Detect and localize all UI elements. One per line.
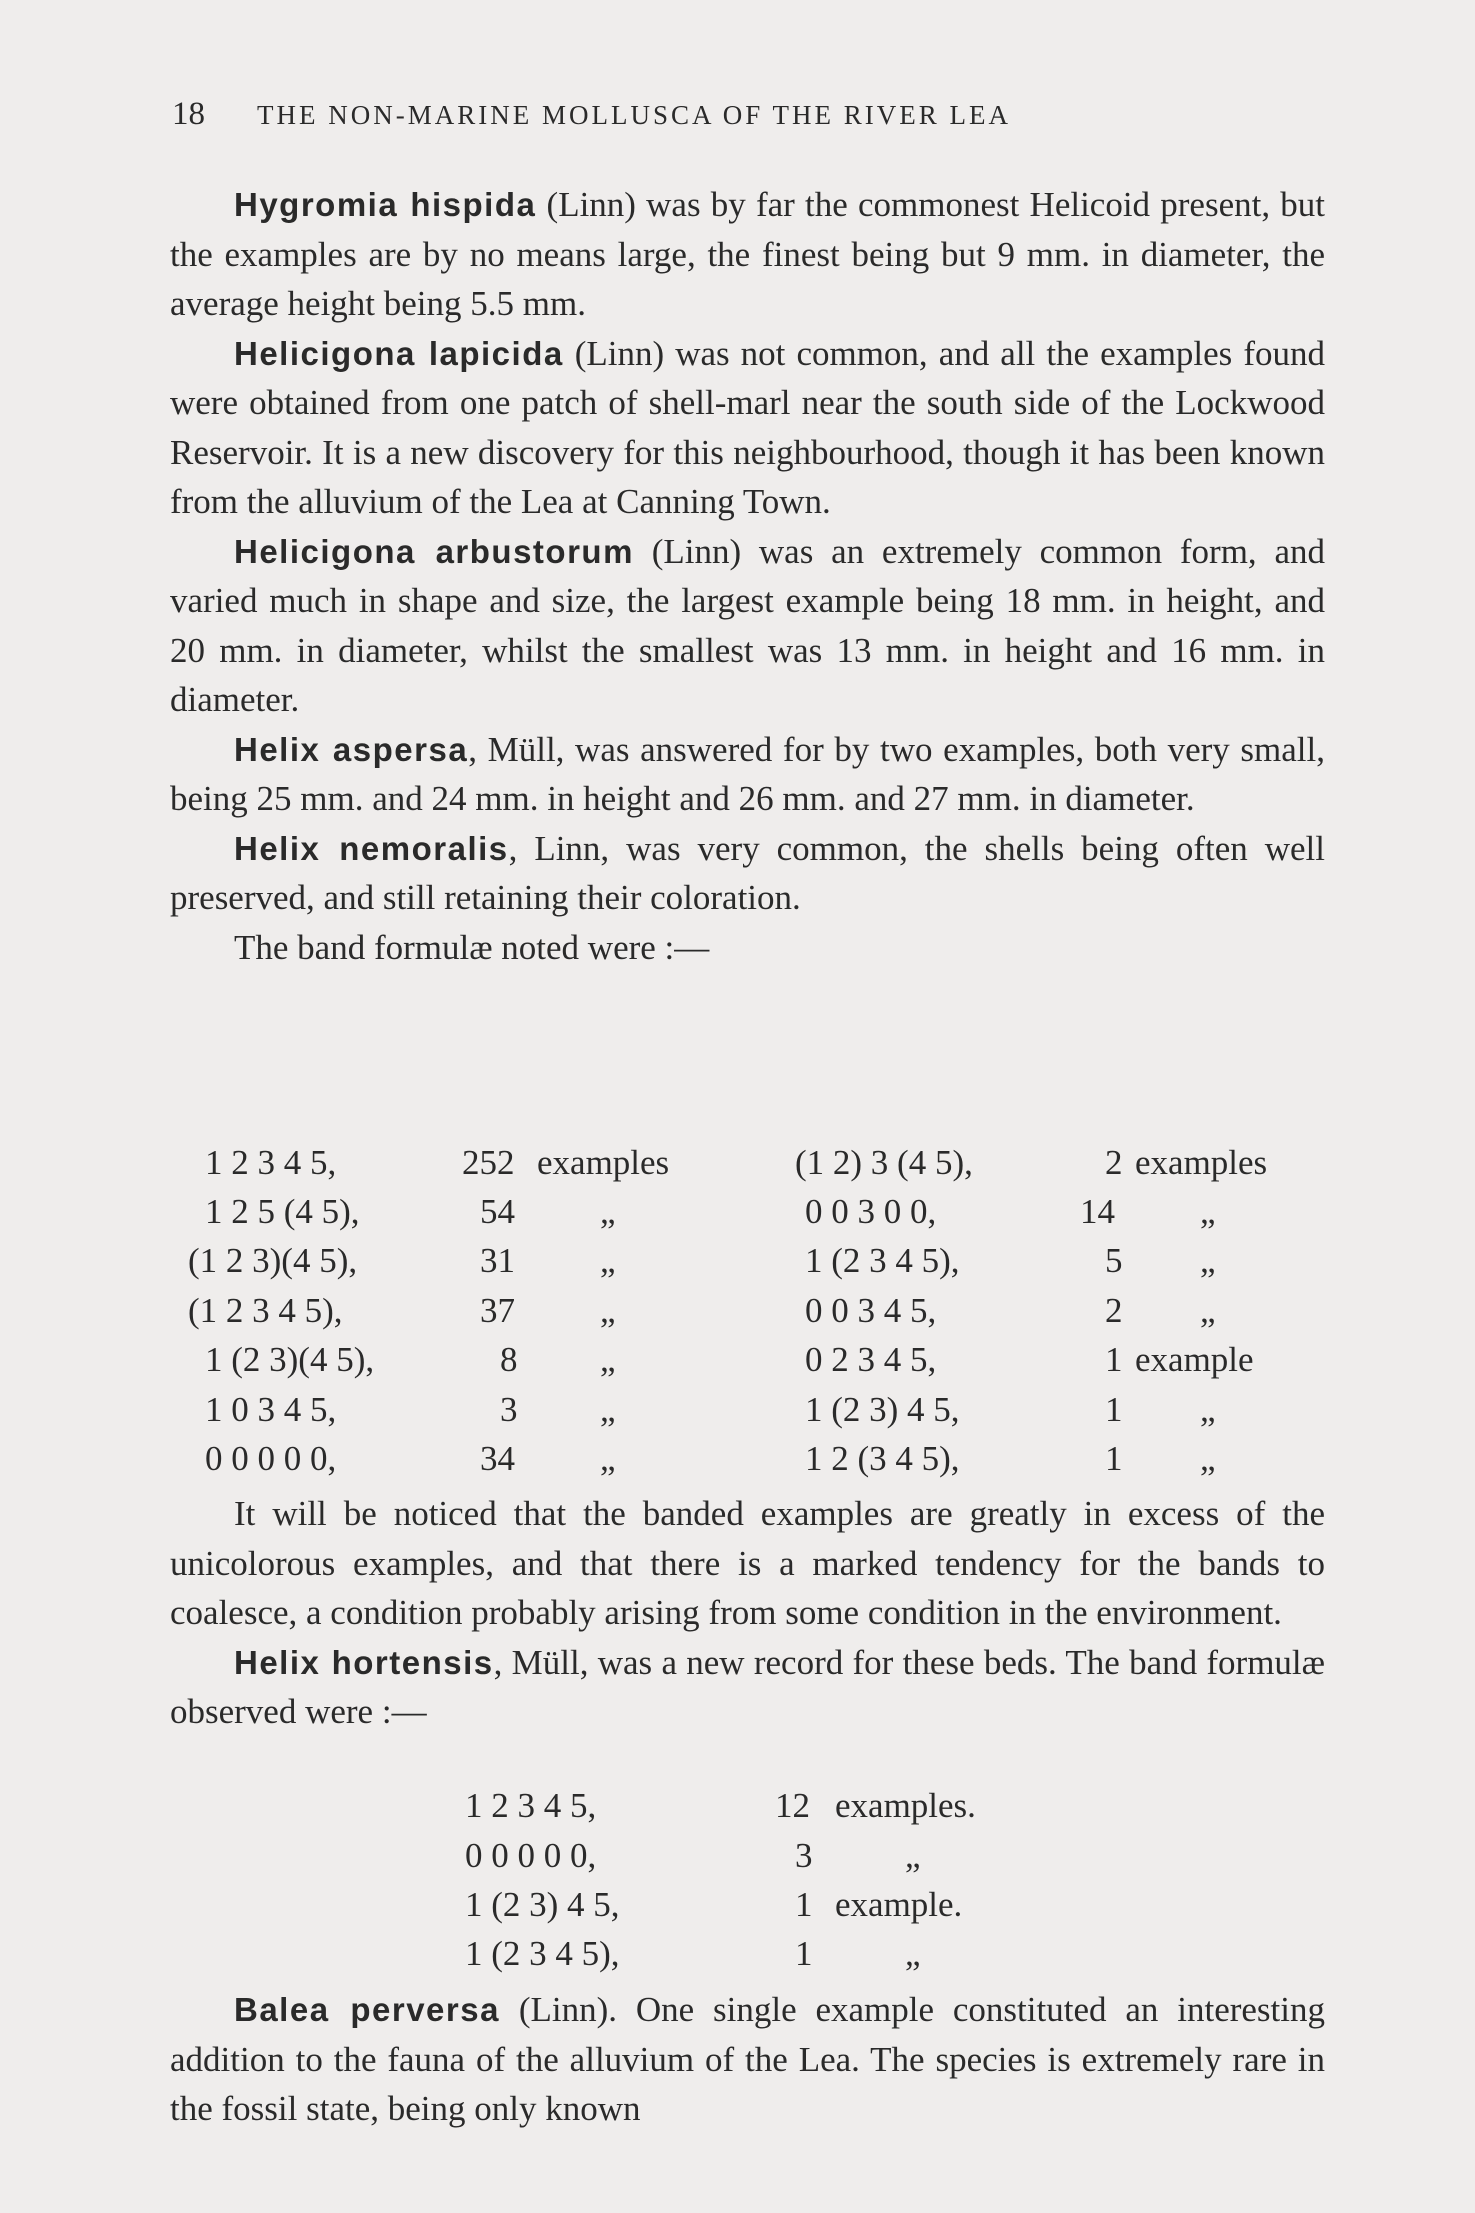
body-text-middle [170, 1489, 1325, 1737]
body-text-top [170, 180, 1325, 972]
species-name: Hygromia hispida [234, 186, 537, 223]
species-name: Balea perversa [234, 1991, 500, 2028]
paragraph-lapicida: Helicigona lapicida (Linn) was not common, and all the examples found were obtained from one patch of shell-marl near the south side of the Lockwood Reservoir. It is a new discovery for this neighbourhood, though it has been known from the alluvium of the Lea at Canning Town. [170, 333, 1325, 521]
species-name: Helicigona lapicida [234, 334, 564, 372]
paragraph-balea: Balea perversa (Linn). One single example constituted an interesting addition to the fauna of the alluvium of the Lea. The species is extremely rare in the fossil state, being only known [170, 1990, 1325, 2128]
body-text-bottom [170, 1985, 1325, 2134]
book-page: 18 THE NON-MARINE MOLLUSCA OF THE RIVER LEA Hygromia hispida (Linn) was by far the commonest Helicoid present, but the examples are by no means large, the finest being but 9 mm. in diameter, the average height being 5.5 mm. Helicigona lapicida (Linn) was not common, and all the examples found were obtained from one patch of shell-marl near the south side of the Lockwood Reservoir. It is a new discovery for this neighbourhood, though it has been known from the alluvium of the Lea at Canning Town. Helicigona arbustorum (Linn) was an extremely common form, and varied much in shape and size, the largest example being 18 mm. in height, and 20 mm. in diameter, whilst the smallest was 13 mm. in height and 16 mm. in diameter. Helix aspersa, Müll, was answered for by two examples, both very small, being 25 mm. and 24 mm. in height and 26 mm. and 27 mm. in diameter. Helix nemoralis, Linn, was very common, the shells being often well preserved, and still retaining their coloration. The band formulæ noted were :— 1 2 3 4 5, 252 examples 1 2 5 (4 5), 54 „ (1 2 3)(4 5), 31 „ (1 2 3 4 5), 37 „ 1 (2 3)(4 5), 8 „ 1 0 3 4 5, 3 „ 0 0 0 0 0, 34 „ (1 2) 3 (4 5), 2 examples 0 0 3 0 0, 14 „ 1 (2 3 4 5), 5 „ 0 0 3 4 5, 2 „ 0 2 3 4 5, 1 example 1 (2 3) 4 5, 1 „ 1 2 (3 4 5), 1 „ It will be noticed that the banded examples are greatly in excess of the unicolorous examples, and that there is a marked tendency for the bands to coalesce, a condition probably arising from some condition in the environment. Helix hortensis, Müll, was a new record for these beds. The band formulæ observed were :— 1 2 3 4 5, 12 examples. 0 0 0 0 0, 3 „ 1 (2 3) 4 5, 1 example. 1 (2 3 4 5), 1 „ Balea perversa (Linn). One single example constituted an interesting addition to the fauna of the alluvium of the Lea. The species is extremely rare in the fossil state, being only known [0, 0, 1475, 2213]
species-name: Helicigona arbustorum [234, 532, 634, 570]
band-intro: The band formulæ noted were :— [234, 927, 710, 967]
paragraph-bands-note: It will be noticed that the banded examples are greatly in excess of the unicolorous examples, and that there is a marked tendency for the bands to coalesce, a condition probably arising from some condition in the environment. [170, 1494, 1325, 1632]
paragraph-nemoralis: Helix nemoralis, Linn, was very common, the shells being often well preserved, and still retaining their coloration. [170, 828, 1325, 917]
species-name: Helix hortensis [234, 1643, 494, 1681]
paragraph-aspersa: Helix aspersa, Müll, was answered for by two examples, both very small, being 25 mm. and 24 mm. in height and 26 mm. and 27 mm. in diameter. [170, 729, 1325, 818]
running-title: THE NON-MARINE MOLLUSCA OF THE RIVER LEA [257, 100, 1011, 130]
species-name: Helix aspersa [234, 730, 469, 768]
paragraph-arbustorum: Helicigona arbustorum (Linn) was an extremely common form, and varied much in shape and size, the largest example being 18 mm. in height, and 20 mm. in diameter, whilst the smallest was 13 mm. in height and 16 mm. in diameter. [170, 531, 1325, 719]
paragraph-hygromia: Hygromia hispida (Linn) was by far the commonest Helicoid present, but the examples are by no means large, the finest being but 9 mm. in diameter, the average height being 5.5 mm. [170, 185, 1326, 323]
page-header [172, 96, 1192, 133]
species-name: Helix nemoralis [234, 829, 509, 867]
paragraph-hortensis: Helix hortensis, Müll, was a new record for these beds. The band formulæ observed were :— [170, 1642, 1325, 1731]
page-number: 18 [172, 96, 205, 132]
